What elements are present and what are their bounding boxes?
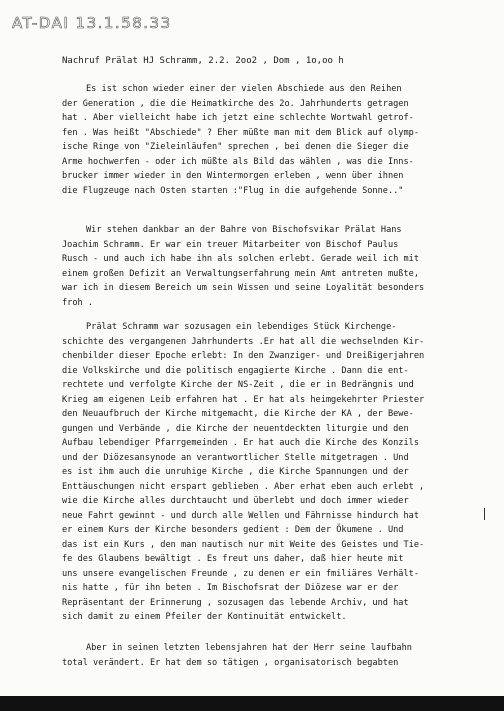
text-line: die Volkskirche und die politisch engagierte Kirche . Dann die ent-: [62, 365, 409, 376]
text-line: froh .: [62, 297, 94, 308]
text-line: Prälat Schramm war sozusagen ein lebendiges Stück Kirchenge-: [86, 322, 397, 332]
archive-stamp: AT-DAI 13.1.58.33: [12, 14, 172, 32]
text-line: Aufbau lebendiger Pfarrgemeinden . Er hat auch die Kirche des Konzils: [62, 438, 419, 448]
text-line: das ist ein Kurs , den man nautisch nur mit Weite des Geistes und Tie-: [62, 539, 425, 550]
text-line: fen . Was heißt "Abschiede" ? Eher müßte man mit dem Blick auf olymp-: [62, 127, 419, 138]
text-line: einem großen Defizit an Verwaltungserfahrung mein Amt antreten mußte,: [62, 268, 419, 279]
text-line: Enttäuschungen nicht erspart geblieben . Aber erhat eben auch erlebt ,: [62, 481, 425, 492]
text-line: gungen und Verbände , die Kirche der neuentdeckten liturgie und den: [62, 423, 409, 434]
text-line: Rusch - und auch ich habe ihn als solchen erlebt. Gerade weil ich mit: [62, 254, 419, 264]
text-line: war ich in diesem Bereich um sein Wissen und seine Loyalität besonders: [62, 283, 425, 293]
text-line: Repräsentant der Erinnerung , sozusagen das lebende Archiv, und hat: [62, 597, 409, 608]
paragraph-3: [62, 320, 492, 625]
text-line: fe des Glaubens bewältigt . Es freut uns daher, daß hier heute mit: [62, 554, 404, 564]
text-line: der Generation , die die Heimatkirche des 2o. Jahrhunderts getragen: [62, 98, 409, 109]
document-header: Nachruf Prälat HJ Schramm, 2.2. 2oo2 , Dom , 1o,oo h: [62, 56, 344, 66]
text-line: Arme hochwerfen - oder ich müßte als Bild das wählen , was die Inns-: [62, 156, 414, 167]
text-line: chenbilder dieser Epoche erlebt: In den Zwanziger- und Dreißigerjahren: [62, 351, 425, 361]
text-line: es ist ihm auch die unruhige Kirche , die Kirche Spannungen und der: [62, 467, 409, 477]
text-line: Joachim Schramm. Er war ein treuer Mitarbeiter von Bischof Paulus: [62, 239, 399, 250]
text-line: schichte des vergangenen Jahrhunderts .Er hat all die wechselnden Kir-: [62, 336, 425, 347]
paragraph-2: [62, 223, 492, 310]
text-line: neue Fahrt gewinnt - und durch alle Wellen und Fährnisse hindurch hat: [62, 510, 419, 521]
text-line: die Flugzeuge nach Osten starten :"Flug in die aufgehende Sonne..": [62, 185, 404, 196]
text-line: den Neuaufbruch der Kirche mitgemacht, die Kirche der KA , der Bewe-: [62, 409, 414, 419]
text-line: sich damit zu einem Pfeiler der Kontinuität entwickelt.: [62, 612, 347, 622]
text-line: rechtete und verfolgte Kirche der NS-Zeit , die er in Bedrängnis und: [62, 380, 414, 390]
text-line: nis hatte , für ihn beten . Im Bischofsrat der Diözese war er der: [62, 583, 399, 593]
text-line: ische Ringe von "Zieleinläufen" sprechen , bei denen die Sieger die: [62, 142, 409, 152]
text-line: Krieg am eigenen Leib erfahren hat . Er hat als heimgekehrter Priester: [62, 394, 425, 405]
paragraph-1: [62, 82, 492, 198]
scan-bottom-edge: [0, 696, 504, 711]
paragraph-4: [62, 641, 492, 670]
text-line: er einem Kurs der Kirche besonders gedient : Dem der Ökumene . Und: [62, 525, 404, 535]
text-line: wie die Kirche alles durchtaucht und überlebt und doch immer wieder: [62, 496, 409, 506]
margin-mark: [484, 508, 485, 520]
text-line: und der Diözesansynode an verantwortlicher Stelle mitgetragen . Und: [62, 452, 409, 463]
text-line: hat . Aber vielleicht habe ich jetzt eine schlechte Wortwahl getrof-: [62, 113, 414, 123]
text-line: Wir stehen dankbar an der Bahre von Bischofsvikar Prälat Hans: [86, 225, 402, 235]
text-line: Es ist schon wieder einer der vielen Abschiede aus den Reihen: [86, 84, 402, 94]
text-line: total verändert. Er hat dem so tätigen , organisatorisch begabten: [62, 657, 399, 668]
text-line: Aber in seinen letzten lebensjahren hat der Herr seine laufbahn: [86, 643, 412, 653]
text-line: brucker immer wieder in den Wintermorgen erleben , wenn über ihnen: [62, 171, 404, 181]
text-line: uns unsere evangelischen Freunde , zu denen er ein fmiliäres Verhält-: [62, 568, 419, 579]
